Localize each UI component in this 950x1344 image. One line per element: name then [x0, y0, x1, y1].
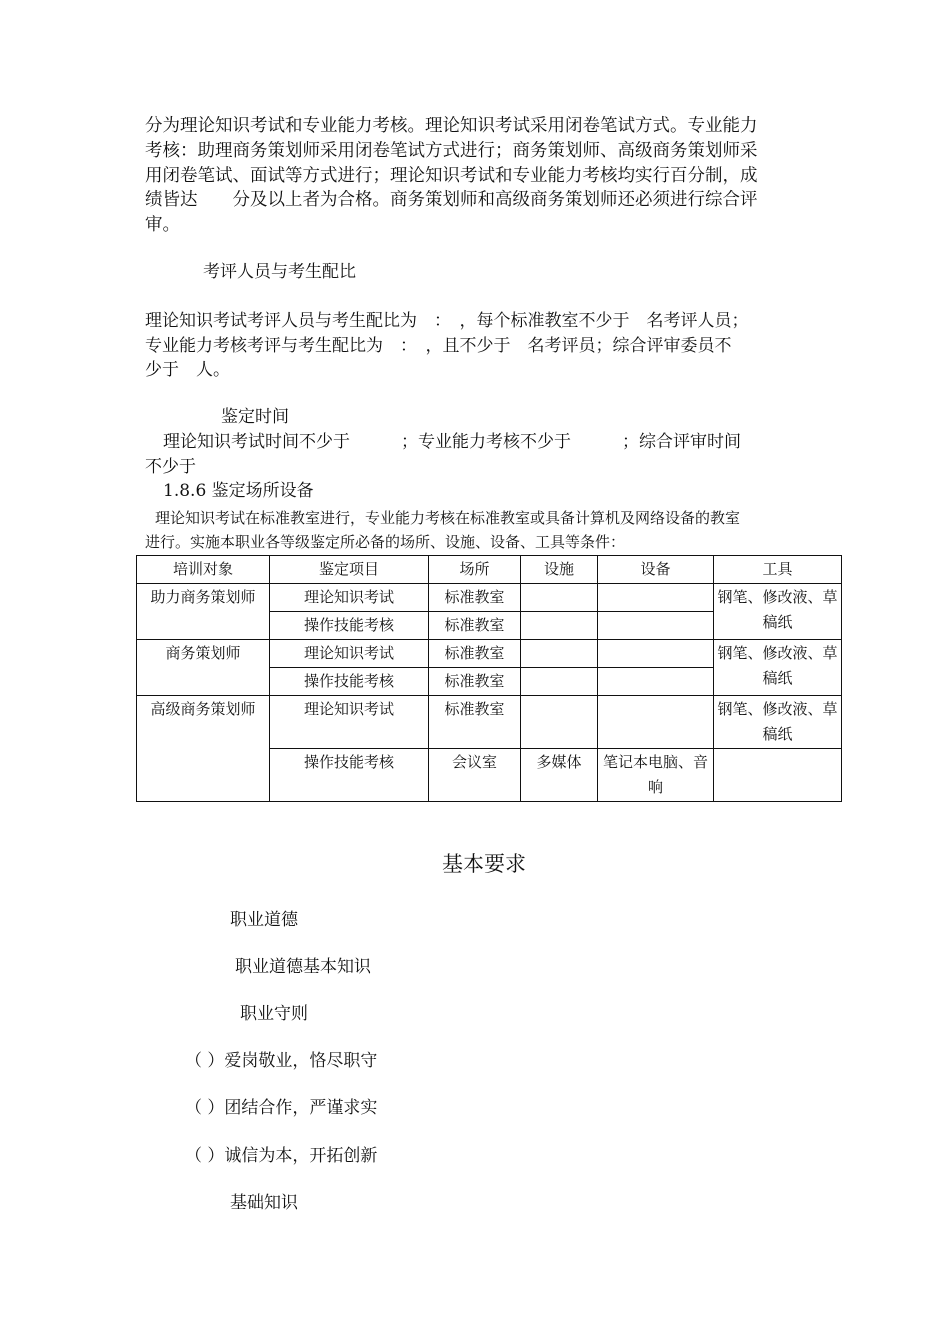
- cell-equipment: [598, 640, 714, 668]
- header-venue: 场所: [429, 556, 521, 584]
- cell-tool: 钢笔、修改液、草稿纸: [714, 696, 842, 749]
- cell-target: 高级商务策划师: [137, 696, 270, 802]
- venue-heading: 1.8.6 鉴定场所设备: [163, 481, 314, 501]
- cell-facility: [521, 696, 598, 749]
- cell-facility: 多媒体: [521, 749, 598, 802]
- cell-item: 操作技能考核: [270, 612, 429, 640]
- header-facility: 设施: [521, 556, 598, 584]
- para1-line-1: 分为理论知识考试和专业能力考核。理论知识考试采用闭卷笔试方式。专业能力: [145, 116, 758, 136]
- venue-line-2: 进行。实施本职业各等级鉴定所必备的场所、设施、设备、工具等条件：: [145, 533, 626, 551]
- cell-tool: 钢笔、修改液、草稿纸: [714, 584, 842, 640]
- cell-equipment: [598, 668, 714, 696]
- para1-line-5: 审。: [145, 215, 180, 235]
- cell-venue: 标准教室: [429, 612, 521, 640]
- cell-equipment: 笔记本电脑、音响: [598, 749, 714, 802]
- para1-line-4: 绩皆达 分及以上者为合格。商务策划师和高级商务策划师还必须进行综合评: [145, 190, 758, 210]
- ethics-basic-heading: 职业道德基本知识: [235, 957, 371, 977]
- table-row: [137, 696, 842, 749]
- cell-item: 理论知识考试: [270, 584, 429, 612]
- cell-equipment: [598, 612, 714, 640]
- cell-facility: [521, 612, 598, 640]
- header-target: 培训对象: [137, 556, 270, 584]
- cell-venue: 会议室: [429, 749, 521, 802]
- cell-tool: [714, 749, 842, 802]
- code-heading: 职业守则: [240, 1004, 308, 1024]
- header-item: 鉴定项目: [270, 556, 429, 584]
- cell-tool: 钢笔、修改液、草稿纸: [714, 640, 842, 696]
- requirements-title: 基本要求: [442, 852, 526, 876]
- cell-equipment: [598, 584, 714, 612]
- ratio-line-2: 专业能力考核考评与考生配比为 ： ，且不少于 名考评员；综合评审委员不: [145, 336, 732, 356]
- cell-facility: [521, 584, 598, 612]
- basics-heading: 基础知识: [230, 1193, 298, 1213]
- table-row: [137, 640, 842, 668]
- cell-facility: [521, 640, 598, 668]
- cell-item: 操作技能考核: [270, 668, 429, 696]
- code-item-1: （ ）爱岗敬业，恪尽职守: [185, 1051, 378, 1071]
- table-row: [137, 584, 842, 612]
- cell-venue: 标准教室: [429, 584, 521, 612]
- cell-target: 助力商务策划师: [137, 584, 270, 640]
- cell-facility: [521, 668, 598, 696]
- cell-item: 操作技能考核: [270, 749, 429, 802]
- cell-item: 理论知识考试: [270, 640, 429, 668]
- cell-venue: 标准教室: [429, 696, 521, 749]
- ratio-line-3: 少于 人。: [145, 360, 230, 380]
- venue-line-1: 理论知识考试在标准教室进行，专业能力考核在标准教室或具备计算机及网络设备的教室: [155, 509, 741, 527]
- para1-line-2: 考核：助理商务策划师采用闭卷笔试方式进行；商务策划师、高级商务策划师采: [145, 141, 758, 161]
- time-line-1: 理论知识考试时间不少于 ；专业能力考核不少于 ；综合评审时间: [163, 432, 741, 452]
- cell-item: 理论知识考试: [270, 696, 429, 749]
- ratio-line-1: 理论知识考试考评人员与考生配比为 ： ，每个标准教室不少于 名考评人员；: [145, 311, 749, 331]
- venue-equipment-table: [136, 555, 842, 802]
- code-item-2: （ ）团结合作，严谨求实: [185, 1098, 378, 1118]
- ethics-heading: 职业道德: [230, 910, 298, 930]
- code-item-3: （ ）诚信为本，开拓创新: [185, 1146, 378, 1166]
- header-tool: 工具: [714, 556, 842, 584]
- cell-venue: 标准教室: [429, 668, 521, 696]
- table-header-row: [137, 556, 842, 584]
- header-equipment: 设备: [598, 556, 714, 584]
- cell-equipment: [598, 696, 714, 749]
- time-heading: 鉴定时间: [221, 407, 289, 427]
- para1-line-3: 用闭卷笔试、面试等方式进行；理论知识考试和专业能力考核均实行百分制，成: [145, 166, 758, 186]
- time-line-2: 不少于: [145, 457, 196, 477]
- ratio-heading: 考评人员与考生配比: [203, 262, 356, 282]
- cell-venue: 标准教室: [429, 640, 521, 668]
- cell-target: 商务策划师: [137, 640, 270, 696]
